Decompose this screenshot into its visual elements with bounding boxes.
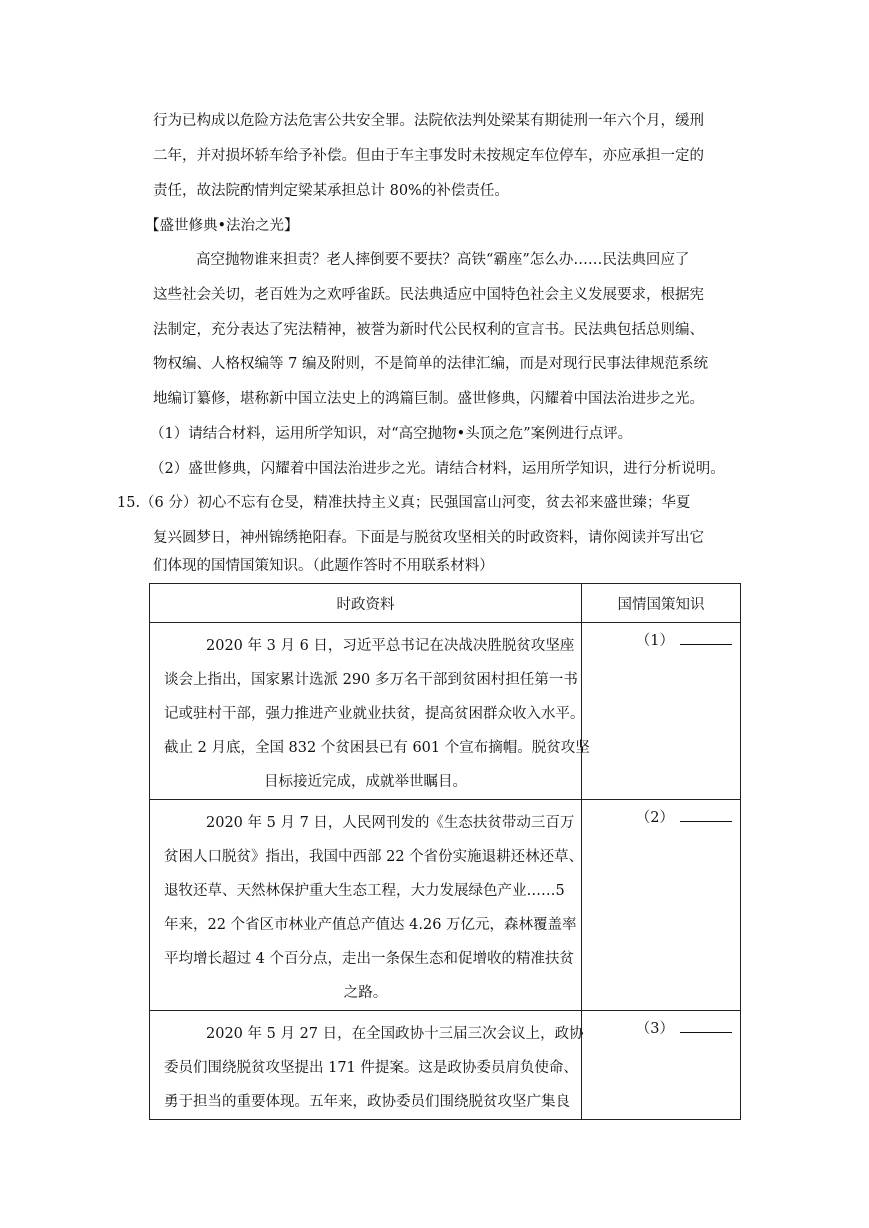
material-line: 截止 2 月底，全国 832 个贫困县已有 601 个宣布摘帽。脱贫攻坚 bbox=[164, 740, 590, 756]
answer-blank[interactable] bbox=[680, 1020, 732, 1033]
answer-blank[interactable] bbox=[680, 632, 732, 645]
paragraph-line: 行为已构成以危险方法危害公共安全罪。法院依法判处梁某有期徒刑一年六个月，缓刑 bbox=[153, 113, 704, 129]
material-cell bbox=[150, 800, 582, 1011]
answer-blank[interactable] bbox=[680, 809, 732, 822]
material-cell bbox=[150, 1011, 582, 1120]
paragraph-line: 高空抛物谁来担责？老人摔倒要不要扶？高铁“霸座”怎么办……民法典回应了 bbox=[196, 252, 690, 268]
material-line: 2020 年 3 月 6 日，习近平总书记在决战决胜脱贫攻坚座 bbox=[206, 638, 575, 654]
answer-cell bbox=[582, 1011, 741, 1120]
policy-table bbox=[149, 583, 741, 1120]
answer-cell bbox=[582, 800, 741, 1011]
material-line: 之路。 bbox=[343, 985, 388, 1001]
material-line: 平均增长超过 4 个百分点，走出一条保生态和促增收的精准扶贫 bbox=[164, 951, 574, 967]
header-materials: 时政资料 bbox=[150, 584, 582, 623]
material-line: 2020 年 5 月 27 日，在全国政协十三届三次会议上，政协 bbox=[206, 1026, 584, 1042]
answer-label: （3） bbox=[635, 1021, 674, 1037]
section-heading: 【盛世修典•法治之光】 bbox=[145, 218, 299, 234]
paragraph-line: 责任，故法院酌情判定梁某承担总计 80%的补偿责任。 bbox=[153, 183, 509, 199]
paragraph-line: 这些社会关切，老百姓为之欢呼雀跃。民法典适应中国特色社会主义发展要求，根据宪 bbox=[153, 287, 704, 303]
paragraph-line: 法制定，充分表达了宪法精神，被誉为新时代公民权利的宣言书。民法典包括总则编、 bbox=[153, 322, 704, 338]
table-row bbox=[150, 1011, 741, 1120]
paragraph-line: 地编订纂修，堪称新中国立法史上的鸿篇巨制。盛世修典，闪耀着中国法治进步之光。 bbox=[153, 391, 704, 407]
material-line: 目标接近完成，成就举世瞩目。 bbox=[264, 774, 467, 790]
sub-question-2: （2）盛世修典，闪耀着中国法治进步之光。请结合材料，运用所学知识，进行分析说明。 bbox=[150, 461, 725, 477]
material-line: 退牧还草、天然林保护重大生态工程，大力发展绿色产业……5 bbox=[164, 883, 565, 899]
question-15-line: 15.（6 分）初心不忘有仓旻，精准扶持主义真；民强国富山河变，贫去祁来盛世臻；华夏 bbox=[117, 495, 691, 511]
paragraph-line: 物权编、人格权编等 7 编及附则，不是简单的法律汇编，而是对现行民事法律规范系统 bbox=[153, 356, 708, 372]
paragraph-line: 二年，并对损坏轿车给予补偿。但由于车主事发时未按规定车位停车，亦应承担一定的 bbox=[153, 148, 704, 164]
material-line: 勇于担当的重要体现。五年来，政协委员们围绕脱贫攻坚广集良 bbox=[164, 1094, 570, 1110]
material-line: 谈会上指出，国家累计选派 290 多万名干部到贫困村担任第一书 bbox=[164, 672, 578, 688]
answer-cell bbox=[582, 623, 741, 800]
answer-label: （2） bbox=[635, 810, 674, 826]
material-line: 年来，22 个省区市林业产值总产值达 4.26 万亿元，森林覆盖率 bbox=[164, 917, 577, 933]
material-cell bbox=[150, 623, 590, 800]
material-line: 记或驻村干部，强力推进产业就业扶贫，提高贫困群众收入水平。 bbox=[164, 706, 585, 722]
material-line: 委员们围绕脱贫攻坚提出 171 件提案。这是政协委员肩负使命、 bbox=[164, 1060, 578, 1076]
table-row bbox=[150, 623, 741, 800]
material-line: 2020 年 5 月 7 日，人民网刊发的《生态扶贫带动三百万 bbox=[206, 815, 575, 831]
header-knowledge: 国情国策知识 bbox=[582, 584, 741, 623]
table-header-row bbox=[150, 584, 741, 623]
sub-question-1: （1）请结合材料，运用所学知识，对“高空抛物•头顶之危”案例进行点评。 bbox=[150, 426, 633, 442]
question-15-line: 们体现的国情国策知识。（此题作答时不用联系材料） bbox=[153, 558, 494, 574]
answer-label: （1） bbox=[635, 633, 674, 649]
material-line: 贫困人口脱贫》指出，我国中西部 22 个省份实施退耕还林还草、 bbox=[164, 849, 584, 865]
table-row bbox=[150, 800, 741, 1011]
question-15-line: 复兴圆梦日，神州锦绣艳阳春。下面是与脱贫攻坚相关的时政资料，请你阅读并写出它 bbox=[153, 530, 704, 546]
